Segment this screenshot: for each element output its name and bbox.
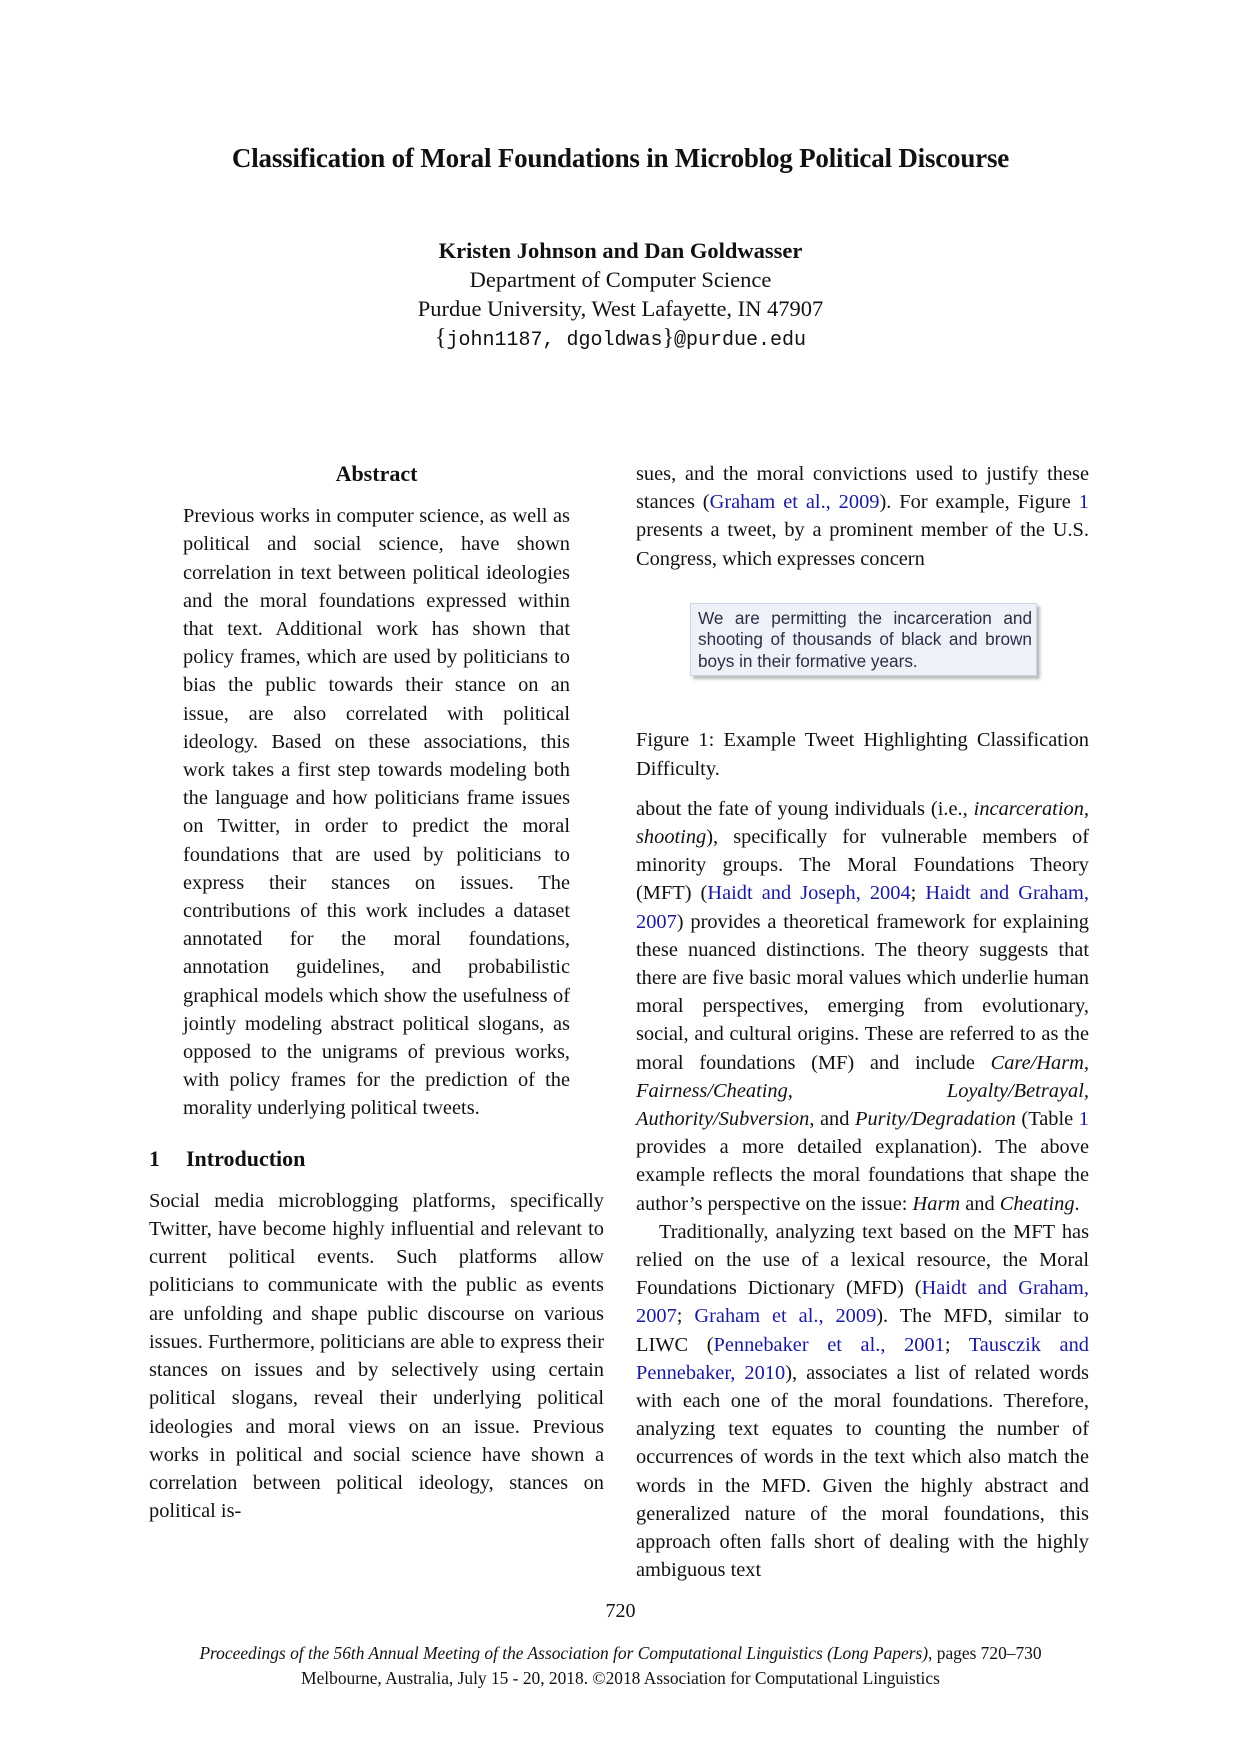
proceedings-footer <box>0 1641 1241 1691</box>
citation-link[interactable]: Graham et al., 2009 <box>694 1305 877 1328</box>
figure-caption: Figure 1: Example Tweet Highlighting Classification Difficulty. <box>636 729 1089 780</box>
intro-paragraph: Social media microblogging platforms, specifically Twitter, have become highly influential and relevant to current political events. Such platforms allow politicians to communicate with the public as events are unfolding and shape public discourse on various issues. Furthermore, politicians are able to express their stances on issues and by selectively using certain political slogans, reveal their underlying political ideologies and moral views on an issue. Previous works in political and social science have shown a correlation between political ideology, stances on political is- <box>149 1189 604 1523</box>
citation-link[interactable]: Graham et al., 2009 <box>709 491 880 514</box>
author-block <box>0 236 1241 355</box>
section-number: 1 <box>149 1145 160 1171</box>
email-domain: @purdue.edu <box>674 329 807 352</box>
abstract-text: Previous works in computer science, as well as political and social science, have shown correlation in text between political ideologies and the moral foundations expressed within that text. Additional work has shown that policy frames, which are used by politicians to bias the public towards their stance on an issue, are also correlated with political ideology. Based on these associations, this work takes a first step towards modeling both the language and how politicians frame issues on Twitter, in order to predict the moral foundations that are used by politicians to express their stances on issues. The contributions of this work includes a dataset annotated for the moral foundations, annotation guidelines, and probabilistic graphical models which show the usefulness of jointly modeling abstract political slogans, as opposed to the unigrams of previous works, with policy frames for the prediction of the morality underlying political tweets. <box>183 505 570 1120</box>
mfd-paragraph: Traditionally, analyzing text based on the MFT has relied on the use of a lexical resource, the Moral Foundations Dictionary (MFD) (Haidt and Graham, 2007; Graham et al., 2009). The MFD, similar to LIWC (Pennebaker et al., 2001; Tausczik and Pennebaker, 2010), associates a list of related words with each one of the moral foundations. Therefore, analyzing text equates to counting the number of occurrences of words in the text which also match the words in the MFD. Given the highly abstract and generalized nature of the moral foundations, this approach often falls short of dealing with the highly ambiguous text <box>636 1220 1089 1582</box>
venue-copyright: Melbourne, Australia, July 15 - 20, 2018. ©2018 Association for Computational Linguistics <box>301 1668 940 1688</box>
abstract-heading: Abstract <box>335 461 418 486</box>
citation-link[interactable]: Haidt and Graham, 2007 <box>636 1277 1089 1328</box>
citation-link[interactable]: Tausczik and Pennebaker, 2010 <box>636 1333 1089 1384</box>
citation-link[interactable]: Pennebaker et al., 2001 <box>713 1333 945 1356</box>
author-names: Kristen Johnson and Dan Goldwasser <box>438 238 803 263</box>
intro-paragraph-continued: sues, and the moral convictions used to justify these stances (Graham et al., 2009). For example, Figure 1 presents a tweet, by a prominent member of the U.S. Congress, which expresses concern <box>636 463 1089 570</box>
citation-link[interactable]: Haidt and Graham, 2007 <box>636 882 1089 933</box>
table-reference-link[interactable]: 1 <box>1078 1107 1089 1130</box>
section-heading-introduction <box>149 1145 604 1173</box>
paper-title: Classification of Moral Foundations in Microblog Political Discourse <box>231 143 1010 173</box>
page-number: 720 <box>605 1600 636 1622</box>
right-column <box>636 460 1089 1584</box>
affiliation-university: Purdue University, West Lafayette, IN 47907 <box>417 296 824 321</box>
proceedings-name: Proceedings of the 56th Annual Meeting of the Association for Computational Linguistics (Long Papers) <box>199 1643 929 1663</box>
example-tweet-box: We are permitting the incarceration and shooting of thousands of black and brown boys in their formative years. <box>690 603 1037 677</box>
affiliation-department: Department of Computer Science <box>469 267 772 292</box>
left-column <box>149 460 604 1525</box>
section-title: Introduction <box>186 1145 306 1171</box>
figure-reference-link[interactable]: 1 <box>1078 491 1089 514</box>
email-ids: john1187, dgoldwas <box>446 329 663 352</box>
author-emails: {john1187, dgoldwas}@purdue.edu <box>434 325 807 352</box>
citation-link[interactable]: Haidt and Joseph, 2004 <box>707 882 911 905</box>
proceedings-pages: , pages 720–730 <box>928 1643 1042 1663</box>
mft-paragraph: about the fate of young individuals (i.e., incarceration, shooting), specifically for vulnerable members of minority groups. The Moral Foundations Theory (MFT) (Haidt and Joseph, 2004; Haidt and Graham, 2007) provides a theoretical framework for explaining these nuanced distinctions. The theory suggests that there are five basic moral values which underlie human moral perspectives, emerging from evolutionary, social, and cultural origins. These are referred to as the moral foundations (MF) and include Care/Harm, Fairness/Cheating, Loyalty/Betrayal, Authority/Subversion, and Purity/Degradation (Table 1 provides a more detailed explanation). The above example reflects the moral foundations that shape the author’s perspective on the issue: Harm and Cheating. <box>636 797 1089 1215</box>
